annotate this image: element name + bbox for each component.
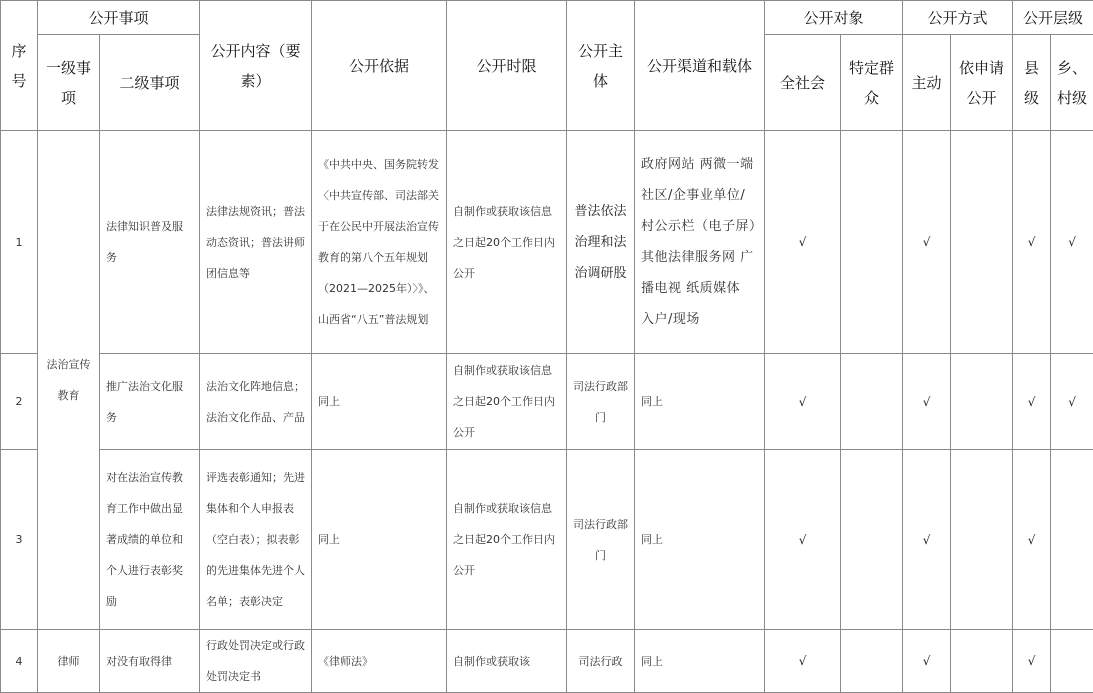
level1-header: 一级事项 — [38, 35, 100, 131]
seq-header: 序号 — [1, 1, 38, 131]
row-level1: 律师 — [38, 630, 100, 693]
check-active: √ — [903, 131, 951, 354]
table-row — [1, 630, 1093, 693]
row-basis — [312, 131, 447, 354]
row-channel: 同上 — [635, 450, 765, 630]
audience-group-header: 公开对象 — [765, 1, 903, 35]
row-level2: 法律知识普及服务 — [100, 131, 200, 354]
row-subject: 普法依法治理和法治调研股 — [567, 131, 635, 354]
society-header: 全社会 — [765, 35, 841, 131]
check-society: √ — [765, 450, 841, 630]
row-seq: 1 — [1, 131, 38, 354]
county-header: 县级 — [1013, 35, 1051, 131]
row-basis-text: 《中共中央、国务院转发〈中共宣传部、司法部关于在公民中开展法治宣传教育的第八个五年规划（2021—2025年）〉》、山西省“八五”普法规划 — [318, 149, 440, 335]
row-channel: 同上 — [635, 630, 765, 693]
row-content: 行政处罚决定或行政处罚决定书 — [200, 630, 312, 693]
row-basis: 《律师法》 — [312, 630, 447, 693]
check-village: √ — [1051, 354, 1093, 450]
check-on-request-empty — [951, 450, 1013, 630]
check-on-request-empty — [951, 630, 1013, 693]
level-group-header: 公开层级 — [1013, 1, 1093, 35]
row-channel: 政府网站 两微一端 社区/企事业单位/村公示栏（电子屏）其他法律服务网 广播电视 纸质媒体 入户/现场 — [635, 131, 765, 354]
header-row-1 — [1, 1, 1093, 35]
check-society: √ — [765, 354, 841, 450]
check-on-request-empty — [951, 354, 1013, 450]
check-county: √ — [1013, 354, 1051, 450]
check-specific-empty — [841, 131, 903, 354]
time-limit-header: 公开时限 — [447, 1, 567, 131]
row-channel: 同上 — [635, 354, 765, 450]
check-specific-empty — [841, 354, 903, 450]
row-basis: 同上 — [312, 450, 447, 630]
check-county: √ — [1013, 450, 1051, 630]
row-level2: 对没有取得律 — [100, 630, 200, 693]
row-level2: 推广法治文化服务 — [100, 354, 200, 450]
check-society: √ — [765, 630, 841, 693]
row-subject: 司法行政部门 — [567, 354, 635, 450]
specific-header: 特定群众 — [841, 35, 903, 131]
row-time-limit: 自制作或获取该信息之日起20个工作日内公开 — [447, 131, 567, 354]
check-active: √ — [903, 630, 951, 693]
table-row — [1, 131, 1093, 354]
row-level1-merged: 法治宣传教育 — [38, 131, 100, 630]
row-content: 法律法规资讯；普法动态资讯；普法讲师团信息等 — [200, 131, 312, 354]
village-header: 乡、村级 — [1051, 35, 1093, 131]
method-group-header: 公开方式 — [903, 1, 1013, 35]
content-header: 公开内容（要素） — [200, 1, 312, 131]
matters-group-header: 公开事项 — [38, 1, 200, 35]
check-village-empty — [1051, 630, 1093, 693]
row-level2: 对在法治宣传教育工作中做出显著成绩的单位和个人进行表彰奖励 — [100, 450, 200, 630]
row-time-limit: 自制作或获取该 — [447, 630, 567, 693]
level2-header: 二级事项 — [100, 35, 200, 131]
row-time-limit: 自制作或获取该信息之日起20个工作日内公开 — [447, 450, 567, 630]
row-content: 评选表彰通知；先进集体和个人申报表（空白表）；拟表彰的先进集体先进个人名单；表彰决定 — [200, 450, 312, 630]
table-row — [1, 450, 1093, 630]
check-society: √ — [765, 131, 841, 354]
row-subject: 司法行政 — [567, 630, 635, 693]
check-village-empty — [1051, 450, 1093, 630]
check-county: √ — [1013, 131, 1051, 354]
row-seq: 2 — [1, 354, 38, 450]
row-basis: 同上 — [312, 354, 447, 450]
row-time-limit: 自制作或获取该信息之日起20个工作日内公开 — [447, 354, 567, 450]
on-request-header: 依申请公开 — [951, 35, 1013, 131]
check-active: √ — [903, 354, 951, 450]
row-content: 法治文化阵地信息；法治文化作品、产品 — [200, 354, 312, 450]
check-active: √ — [903, 450, 951, 630]
check-specific-empty — [841, 450, 903, 630]
check-specific-empty — [841, 630, 903, 693]
basis-header: 公开依据 — [312, 1, 447, 131]
check-village: √ — [1051, 131, 1093, 354]
channel-header: 公开渠道和载体 — [635, 1, 765, 131]
row-seq: 4 — [1, 630, 38, 693]
active-header: 主动 — [903, 35, 951, 131]
row-subject: 司法行政部门 — [567, 450, 635, 630]
subject-header: 公开主体 — [567, 1, 635, 131]
table-row — [1, 354, 1093, 450]
check-on-request-empty — [951, 131, 1013, 354]
row-seq: 3 — [1, 450, 38, 630]
check-county: √ — [1013, 630, 1051, 693]
